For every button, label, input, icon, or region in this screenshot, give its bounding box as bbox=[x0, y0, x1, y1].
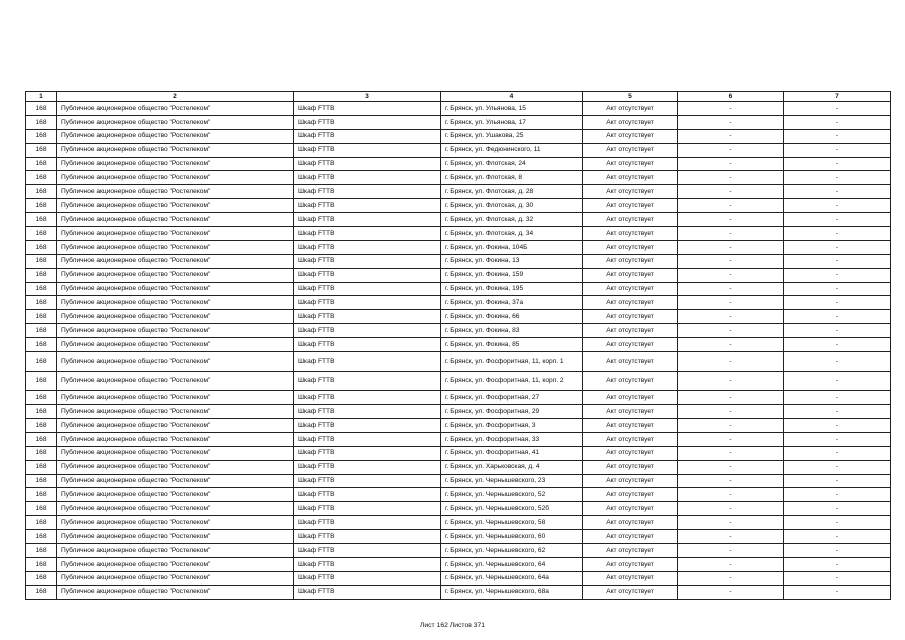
column-6-value-cell: - bbox=[678, 516, 784, 530]
table-row bbox=[26, 391, 891, 405]
owner-name-cell: Публичное акционерное общество "Ростелеком" bbox=[57, 391, 294, 405]
act-status-cell: Акт отсутствует bbox=[583, 530, 678, 544]
row-number-cell: 168 bbox=[26, 571, 57, 585]
column-6-value-cell: - bbox=[678, 240, 784, 254]
address-cell: г. Брянск, ул. Чернышевского, 64 bbox=[441, 557, 583, 571]
column-7-value-cell: - bbox=[784, 419, 891, 433]
owner-name-cell: Публичное акционерное общество "Ростелеком" bbox=[57, 268, 294, 282]
act-status-cell: Акт отсутствует bbox=[583, 571, 678, 585]
row-number-cell: 168 bbox=[26, 502, 57, 516]
owner-name-cell: Публичное акционерное общество "Ростелеком" bbox=[57, 419, 294, 433]
owner-name-cell: Публичное акционерное общество "Ростелеком" bbox=[57, 102, 294, 116]
column-6-value-cell: - bbox=[678, 213, 784, 227]
column-6-value-cell: - bbox=[678, 502, 784, 516]
act-status-cell: Акт отсутствует bbox=[583, 171, 678, 185]
owner-name-cell: Публичное акционерное общество "Ростелеком" bbox=[57, 129, 294, 143]
owner-name-cell: Публичное акционерное общество "Ростелеком" bbox=[57, 185, 294, 199]
owner-name-cell: Публичное акционерное общество "Ростелеком" bbox=[57, 516, 294, 530]
object-type-cell: Шкаф FTTB bbox=[294, 405, 441, 419]
table-body bbox=[26, 102, 891, 600]
object-type-cell: Шкаф FTTB bbox=[294, 352, 441, 372]
address-cell: г. Брянск, ул. Флотская, д. 32 bbox=[441, 213, 583, 227]
column-7-value-cell: - bbox=[784, 296, 891, 310]
column-6-value-cell: - bbox=[678, 530, 784, 544]
act-status-cell: Акт отсутствует bbox=[583, 557, 678, 571]
table-row bbox=[26, 129, 891, 143]
object-type-cell: Шкаф FTTB bbox=[294, 557, 441, 571]
owner-name-cell: Публичное акционерное общество "Ростелеком" bbox=[57, 213, 294, 227]
act-status-cell: Акт отсутствует bbox=[583, 268, 678, 282]
object-type-cell: Шкаф FTTB bbox=[294, 157, 441, 171]
column-6-value-cell: - bbox=[678, 310, 784, 324]
act-status-cell: Акт отсутствует bbox=[583, 585, 678, 599]
column-7-value-cell: - bbox=[784, 557, 891, 571]
act-status-cell: Акт отсутствует bbox=[583, 405, 678, 419]
column-6-value-cell: - bbox=[678, 571, 784, 585]
address-cell: г. Брянск, ул. Фокина, 85 bbox=[441, 338, 583, 352]
column-6-value-cell: - bbox=[678, 227, 784, 241]
column-7-value-cell: - bbox=[784, 405, 891, 419]
address-cell: г. Брянск, ул. Фокина, 195 bbox=[441, 282, 583, 296]
row-number-cell: 168 bbox=[26, 488, 57, 502]
column-7-value-cell: - bbox=[784, 102, 891, 116]
owner-name-cell: Публичное акционерное общество "Ростелеком" bbox=[57, 446, 294, 460]
act-status-cell: Акт отсутствует bbox=[583, 310, 678, 324]
owner-name-cell: Публичное акционерное общество "Ростелеком" bbox=[57, 240, 294, 254]
act-status-cell: Акт отсутствует bbox=[583, 102, 678, 116]
column-7-value-cell: - bbox=[784, 571, 891, 585]
address-cell: г. Брянск, ул. Фосфоритная, 11, корп. 2 bbox=[441, 371, 583, 391]
column-header-2: 2 bbox=[57, 92, 294, 102]
column-7-value-cell: - bbox=[784, 530, 891, 544]
address-cell: г. Брянск, ул. Чернышевского, 62 bbox=[441, 544, 583, 558]
act-status-cell: Акт отсутствует bbox=[583, 213, 678, 227]
column-7-value-cell: - bbox=[784, 240, 891, 254]
act-status-cell: Акт отсутствует bbox=[583, 460, 678, 474]
row-number-cell: 168 bbox=[26, 557, 57, 571]
address-cell: г. Брянск, ул. Чернышевского, 64а bbox=[441, 571, 583, 585]
object-type-cell: Шкаф FTTB bbox=[294, 391, 441, 405]
address-cell: г. Брянск, ул. Фосфоритная, 11, корп. 1 bbox=[441, 352, 583, 372]
column-header-3: 3 bbox=[294, 92, 441, 102]
address-cell: г. Брянск, ул. Фокина, 37а bbox=[441, 296, 583, 310]
column-7-value-cell: - bbox=[784, 157, 891, 171]
object-type-cell: Шкаф FTTB bbox=[294, 143, 441, 157]
header-row bbox=[26, 92, 891, 102]
column-7-value-cell: - bbox=[784, 352, 891, 372]
address-cell: г. Брянск, ул. Флотская, д. 30 bbox=[441, 199, 583, 213]
object-type-cell: Шкаф FTTB bbox=[294, 432, 441, 446]
address-cell: г. Брянск, ул. Чернышевского, 60 bbox=[441, 530, 583, 544]
act-status-cell: Акт отсутствует bbox=[583, 474, 678, 488]
table-row bbox=[26, 432, 891, 446]
act-status-cell: Акт отсутствует bbox=[583, 143, 678, 157]
table-row bbox=[26, 419, 891, 433]
act-status-cell: Акт отсутствует bbox=[583, 391, 678, 405]
table-row bbox=[26, 171, 891, 185]
column-header-6: 6 bbox=[678, 92, 784, 102]
object-type-cell: Шкаф FTTB bbox=[294, 446, 441, 460]
act-status-cell: Акт отсутствует bbox=[583, 227, 678, 241]
column-7-value-cell: - bbox=[784, 282, 891, 296]
object-type-cell: Шкаф FTTB bbox=[294, 240, 441, 254]
table-row bbox=[26, 185, 891, 199]
object-type-cell: Шкаф FTTB bbox=[294, 530, 441, 544]
owner-name-cell: Публичное акционерное общество "Ростелеком" bbox=[57, 115, 294, 129]
column-6-value-cell: - bbox=[678, 371, 784, 391]
table-row bbox=[26, 502, 891, 516]
owner-name-cell: Публичное акционерное общество "Ростелеком" bbox=[57, 352, 294, 372]
act-status-cell: Акт отсутствует bbox=[583, 115, 678, 129]
column-6-value-cell: - bbox=[678, 585, 784, 599]
column-header-7: 7 bbox=[784, 92, 891, 102]
object-type-cell: Шкаф FTTB bbox=[294, 102, 441, 116]
object-type-cell: Шкаф FTTB bbox=[294, 115, 441, 129]
address-cell: г. Брянск, ул. Фосфоритная, 33 bbox=[441, 432, 583, 446]
column-6-value-cell: - bbox=[678, 488, 784, 502]
column-7-value-cell: - bbox=[784, 460, 891, 474]
column-6-value-cell: - bbox=[678, 157, 784, 171]
owner-name-cell: Публичное акционерное общество "Ростелеком" bbox=[57, 296, 294, 310]
table-row bbox=[26, 530, 891, 544]
column-6-value-cell: - bbox=[678, 460, 784, 474]
act-status-cell: Акт отсутствует bbox=[583, 296, 678, 310]
table-row bbox=[26, 516, 891, 530]
object-type-cell: Шкаф FTTB bbox=[294, 419, 441, 433]
address-cell: г. Брянск, ул. Фосфоритная, 41 bbox=[441, 446, 583, 460]
table-header bbox=[26, 92, 891, 102]
object-type-cell: Шкаф FTTB bbox=[294, 474, 441, 488]
act-status-cell: Акт отсутствует bbox=[583, 544, 678, 558]
object-type-cell: Шкаф FTTB bbox=[294, 516, 441, 530]
row-number-cell: 168 bbox=[26, 282, 57, 296]
column-6-value-cell: - bbox=[678, 391, 784, 405]
act-status-cell: Акт отсутствует bbox=[583, 338, 678, 352]
object-type-cell: Шкаф FTTB bbox=[294, 213, 441, 227]
column-6-value-cell: - bbox=[678, 338, 784, 352]
row-number-cell: 168 bbox=[26, 296, 57, 310]
act-status-cell: Акт отсутствует bbox=[583, 324, 678, 338]
owner-name-cell: Публичное акционерное общество "Ростелеком" bbox=[57, 460, 294, 474]
column-7-value-cell: - bbox=[784, 544, 891, 558]
table-row bbox=[26, 352, 891, 372]
table-row bbox=[26, 460, 891, 474]
act-status-cell: Акт отсутствует bbox=[583, 352, 678, 372]
column-6-value-cell: - bbox=[678, 446, 784, 460]
column-6-value-cell: - bbox=[678, 185, 784, 199]
row-number-cell: 168 bbox=[26, 115, 57, 129]
column-7-value-cell: - bbox=[784, 227, 891, 241]
table-row bbox=[26, 474, 891, 488]
table-row bbox=[26, 282, 891, 296]
column-header-4: 4 bbox=[441, 92, 583, 102]
column-7-value-cell: - bbox=[784, 585, 891, 599]
column-6-value-cell: - bbox=[678, 352, 784, 372]
column-7-value-cell: - bbox=[784, 254, 891, 268]
address-cell: г. Брянск, ул. Фосфоритная, 29 bbox=[441, 405, 583, 419]
object-type-cell: Шкаф FTTB bbox=[294, 324, 441, 338]
owner-name-cell: Публичное акционерное общество "Ростелеком" bbox=[57, 488, 294, 502]
column-7-value-cell: - bbox=[784, 115, 891, 129]
table-row bbox=[26, 446, 891, 460]
column-7-value-cell: - bbox=[784, 171, 891, 185]
table-row bbox=[26, 213, 891, 227]
row-number-cell: 168 bbox=[26, 199, 57, 213]
table-row bbox=[26, 585, 891, 599]
object-type-cell: Шкаф FTTB bbox=[294, 268, 441, 282]
table-row bbox=[26, 102, 891, 116]
row-number-cell: 168 bbox=[26, 254, 57, 268]
address-cell: г. Брянск, ул. Флотская, 24 bbox=[441, 157, 583, 171]
table-row bbox=[26, 115, 891, 129]
address-cell: г. Брянск, ул. Ушакова, 25 bbox=[441, 129, 583, 143]
owner-name-cell: Публичное акционерное общество "Ростелеком" bbox=[57, 585, 294, 599]
address-cell: г. Брянск, ул. Флотская, 8 bbox=[441, 171, 583, 185]
row-number-cell: 168 bbox=[26, 338, 57, 352]
object-type-cell: Шкаф FTTB bbox=[294, 185, 441, 199]
column-6-value-cell: - bbox=[678, 419, 784, 433]
owner-name-cell: Публичное акционерное общество "Ростелеком" bbox=[57, 530, 294, 544]
object-type-cell: Шкаф FTTB bbox=[294, 502, 441, 516]
owner-name-cell: Публичное акционерное общество "Ростелеком" bbox=[57, 199, 294, 213]
column-6-value-cell: - bbox=[678, 143, 784, 157]
owner-name-cell: Публичное акционерное общество "Ростелеком" bbox=[57, 157, 294, 171]
act-status-cell: Акт отсутствует bbox=[583, 129, 678, 143]
act-status-cell: Акт отсутствует bbox=[583, 502, 678, 516]
address-cell: г. Брянск, ул. Чернышевского, 68а bbox=[441, 585, 583, 599]
act-status-cell: Акт отсутствует bbox=[583, 199, 678, 213]
address-cell: г. Брянск, ул. Ульянова, 15 bbox=[441, 102, 583, 116]
row-number-cell: 168 bbox=[26, 460, 57, 474]
column-7-value-cell: - bbox=[784, 516, 891, 530]
column-7-value-cell: - bbox=[784, 310, 891, 324]
column-6-value-cell: - bbox=[678, 199, 784, 213]
table-row bbox=[26, 405, 891, 419]
table-row bbox=[26, 254, 891, 268]
row-number-cell: 168 bbox=[26, 352, 57, 372]
column-6-value-cell: - bbox=[678, 171, 784, 185]
address-cell: г. Брянск, ул. Федюнинского, 11 bbox=[441, 143, 583, 157]
column-7-value-cell: - bbox=[784, 432, 891, 446]
owner-name-cell: Публичное акционерное общество "Ростелеком" bbox=[57, 544, 294, 558]
object-type-cell: Шкаф FTTB bbox=[294, 129, 441, 143]
row-number-cell: 168 bbox=[26, 432, 57, 446]
object-type-cell: Шкаф FTTB bbox=[294, 460, 441, 474]
act-status-cell: Акт отсутствует bbox=[583, 419, 678, 433]
address-cell: г. Брянск, ул. Фокина, 66 bbox=[441, 310, 583, 324]
address-cell: г. Брянск, ул. Чернышевского, 23 bbox=[441, 474, 583, 488]
row-number-cell: 168 bbox=[26, 268, 57, 282]
column-6-value-cell: - bbox=[678, 254, 784, 268]
object-type-cell: Шкаф FTTB bbox=[294, 544, 441, 558]
address-cell: г. Брянск, ул. Чернышевского, 58 bbox=[441, 516, 583, 530]
address-cell: г. Брянск, ул. Флотская, д. 28 bbox=[441, 185, 583, 199]
row-number-cell: 168 bbox=[26, 405, 57, 419]
row-number-cell: 168 bbox=[26, 324, 57, 338]
owner-name-cell: Публичное акционерное общество "Ростелеком" bbox=[57, 502, 294, 516]
object-type-cell: Шкаф FTTB bbox=[294, 585, 441, 599]
owner-name-cell: Публичное акционерное общество "Ростелеком" bbox=[57, 432, 294, 446]
table-row bbox=[26, 544, 891, 558]
column-6-value-cell: - bbox=[678, 296, 784, 310]
owner-name-cell: Публичное акционерное общество "Ростелеком" bbox=[57, 254, 294, 268]
row-number-cell: 168 bbox=[26, 213, 57, 227]
column-6-value-cell: - bbox=[678, 282, 784, 296]
document-sheet bbox=[25, 91, 890, 600]
column-7-value-cell: - bbox=[784, 213, 891, 227]
address-cell: г. Брянск, ул. Фосфоритная, 3 bbox=[441, 419, 583, 433]
column-header-5: 5 bbox=[583, 92, 678, 102]
address-cell: г. Брянск, ул. Фосфоритная, 27 bbox=[441, 391, 583, 405]
row-number-cell: 168 bbox=[26, 227, 57, 241]
row-number-cell: 168 bbox=[26, 157, 57, 171]
owner-name-cell: Публичное акционерное общество "Ростелеком" bbox=[57, 143, 294, 157]
table-row bbox=[26, 240, 891, 254]
registry-table bbox=[25, 91, 891, 600]
row-number-cell: 168 bbox=[26, 391, 57, 405]
column-7-value-cell: - bbox=[784, 338, 891, 352]
row-number-cell: 168 bbox=[26, 371, 57, 391]
column-7-value-cell: - bbox=[784, 446, 891, 460]
row-number-cell: 168 bbox=[26, 171, 57, 185]
act-status-cell: Акт отсутствует bbox=[583, 516, 678, 530]
object-type-cell: Шкаф FTTB bbox=[294, 282, 441, 296]
column-6-value-cell: - bbox=[678, 557, 784, 571]
column-7-value-cell: - bbox=[784, 474, 891, 488]
column-6-value-cell: - bbox=[678, 474, 784, 488]
column-7-value-cell: - bbox=[784, 143, 891, 157]
table-row bbox=[26, 268, 891, 282]
row-number-cell: 168 bbox=[26, 240, 57, 254]
column-header-1: 1 bbox=[26, 92, 57, 102]
row-number-cell: 168 bbox=[26, 544, 57, 558]
column-6-value-cell: - bbox=[678, 115, 784, 129]
object-type-cell: Шкаф FTTB bbox=[294, 571, 441, 585]
owner-name-cell: Публичное акционерное общество "Ростелеком" bbox=[57, 571, 294, 585]
act-status-cell: Акт отсутствует bbox=[583, 432, 678, 446]
column-7-value-cell: - bbox=[784, 371, 891, 391]
address-cell: г. Брянск, ул. Флотская, д. 34 bbox=[441, 227, 583, 241]
act-status-cell: Акт отсутствует bbox=[583, 446, 678, 460]
column-7-value-cell: - bbox=[784, 185, 891, 199]
column-7-value-cell: - bbox=[784, 268, 891, 282]
act-status-cell: Акт отсутствует bbox=[583, 371, 678, 391]
address-cell: г. Брянск, ул. Ульянова, 17 bbox=[441, 115, 583, 129]
row-number-cell: 168 bbox=[26, 516, 57, 530]
column-6-value-cell: - bbox=[678, 544, 784, 558]
column-7-value-cell: - bbox=[784, 199, 891, 213]
act-status-cell: Акт отсутствует bbox=[583, 282, 678, 296]
owner-name-cell: Публичное акционерное общество "Ростелеком" bbox=[57, 282, 294, 296]
row-number-cell: 168 bbox=[26, 446, 57, 460]
object-type-cell: Шкаф FTTB bbox=[294, 310, 441, 324]
object-type-cell: Шкаф FTTB bbox=[294, 227, 441, 241]
owner-name-cell: Публичное акционерное общество "Ростелеком" bbox=[57, 227, 294, 241]
object-type-cell: Шкаф FTTB bbox=[294, 254, 441, 268]
address-cell: г. Брянск, ул. Фокина, 13 bbox=[441, 254, 583, 268]
table-row bbox=[26, 296, 891, 310]
row-number-cell: 168 bbox=[26, 585, 57, 599]
row-number-cell: 168 bbox=[26, 310, 57, 324]
owner-name-cell: Публичное акционерное общество "Ростелеком" bbox=[57, 405, 294, 419]
page-footer: Лист 162 Листов 371 bbox=[419, 622, 486, 629]
object-type-cell: Шкаф FTTB bbox=[294, 488, 441, 502]
column-6-value-cell: - bbox=[678, 432, 784, 446]
row-number-cell: 168 bbox=[26, 129, 57, 143]
table-row bbox=[26, 143, 891, 157]
object-type-cell: Шкаф FTTB bbox=[294, 296, 441, 310]
column-7-value-cell: - bbox=[784, 502, 891, 516]
act-status-cell: Акт отсутствует bbox=[583, 157, 678, 171]
address-cell: г. Брянск, ул. Фокина, 104Б bbox=[441, 240, 583, 254]
column-6-value-cell: - bbox=[678, 129, 784, 143]
act-status-cell: Акт отсутствует bbox=[583, 254, 678, 268]
table-row bbox=[26, 338, 891, 352]
owner-name-cell: Публичное акционерное общество "Ростелеком" bbox=[57, 310, 294, 324]
table-row bbox=[26, 310, 891, 324]
table-row bbox=[26, 199, 891, 213]
table-row bbox=[26, 157, 891, 171]
address-cell: г. Брянск, ул. Фокина, 83 bbox=[441, 324, 583, 338]
object-type-cell: Шкаф FTTB bbox=[294, 338, 441, 352]
object-type-cell: Шкаф FTTB bbox=[294, 371, 441, 391]
row-number-cell: 168 bbox=[26, 185, 57, 199]
owner-name-cell: Публичное акционерное общество "Ростелеком" bbox=[57, 474, 294, 488]
act-status-cell: Акт отсутствует bbox=[583, 488, 678, 502]
owner-name-cell: Публичное акционерное общество "Ростелеком" bbox=[57, 557, 294, 571]
column-7-value-cell: - bbox=[784, 391, 891, 405]
row-number-cell: 168 bbox=[26, 530, 57, 544]
table-row bbox=[26, 371, 891, 391]
address-cell: г. Брянск, ул. Харьковская, д. 4 bbox=[441, 460, 583, 474]
column-7-value-cell: - bbox=[784, 129, 891, 143]
address-cell: г. Брянск, ул. Чернышевского, 52б bbox=[441, 502, 583, 516]
column-6-value-cell: - bbox=[678, 102, 784, 116]
owner-name-cell: Публичное акционерное общество "Ростелеком" bbox=[57, 371, 294, 391]
column-7-value-cell: - bbox=[784, 488, 891, 502]
column-6-value-cell: - bbox=[678, 324, 784, 338]
column-6-value-cell: - bbox=[678, 268, 784, 282]
column-6-value-cell: - bbox=[678, 405, 784, 419]
owner-name-cell: Публичное акционерное общество "Ростелеком" bbox=[57, 171, 294, 185]
row-number-cell: 168 bbox=[26, 102, 57, 116]
owner-name-cell: Публичное акционерное общество "Ростелеком" bbox=[57, 338, 294, 352]
row-number-cell: 168 bbox=[26, 419, 57, 433]
table-row bbox=[26, 571, 891, 585]
object-type-cell: Шкаф FTTB bbox=[294, 171, 441, 185]
table-row bbox=[26, 488, 891, 502]
address-cell: г. Брянск, ул. Чернышевского, 52 bbox=[441, 488, 583, 502]
row-number-cell: 168 bbox=[26, 474, 57, 488]
row-number-cell: 168 bbox=[26, 143, 57, 157]
object-type-cell: Шкаф FTTB bbox=[294, 199, 441, 213]
owner-name-cell: Публичное акционерное общество "Ростелеком" bbox=[57, 324, 294, 338]
act-status-cell: Акт отсутствует bbox=[583, 185, 678, 199]
act-status-cell: Акт отсутствует bbox=[583, 240, 678, 254]
table-row bbox=[26, 324, 891, 338]
table-row bbox=[26, 227, 891, 241]
column-7-value-cell: - bbox=[784, 324, 891, 338]
table-row bbox=[26, 557, 891, 571]
address-cell: г. Брянск, ул. Фокина, 159 bbox=[441, 268, 583, 282]
